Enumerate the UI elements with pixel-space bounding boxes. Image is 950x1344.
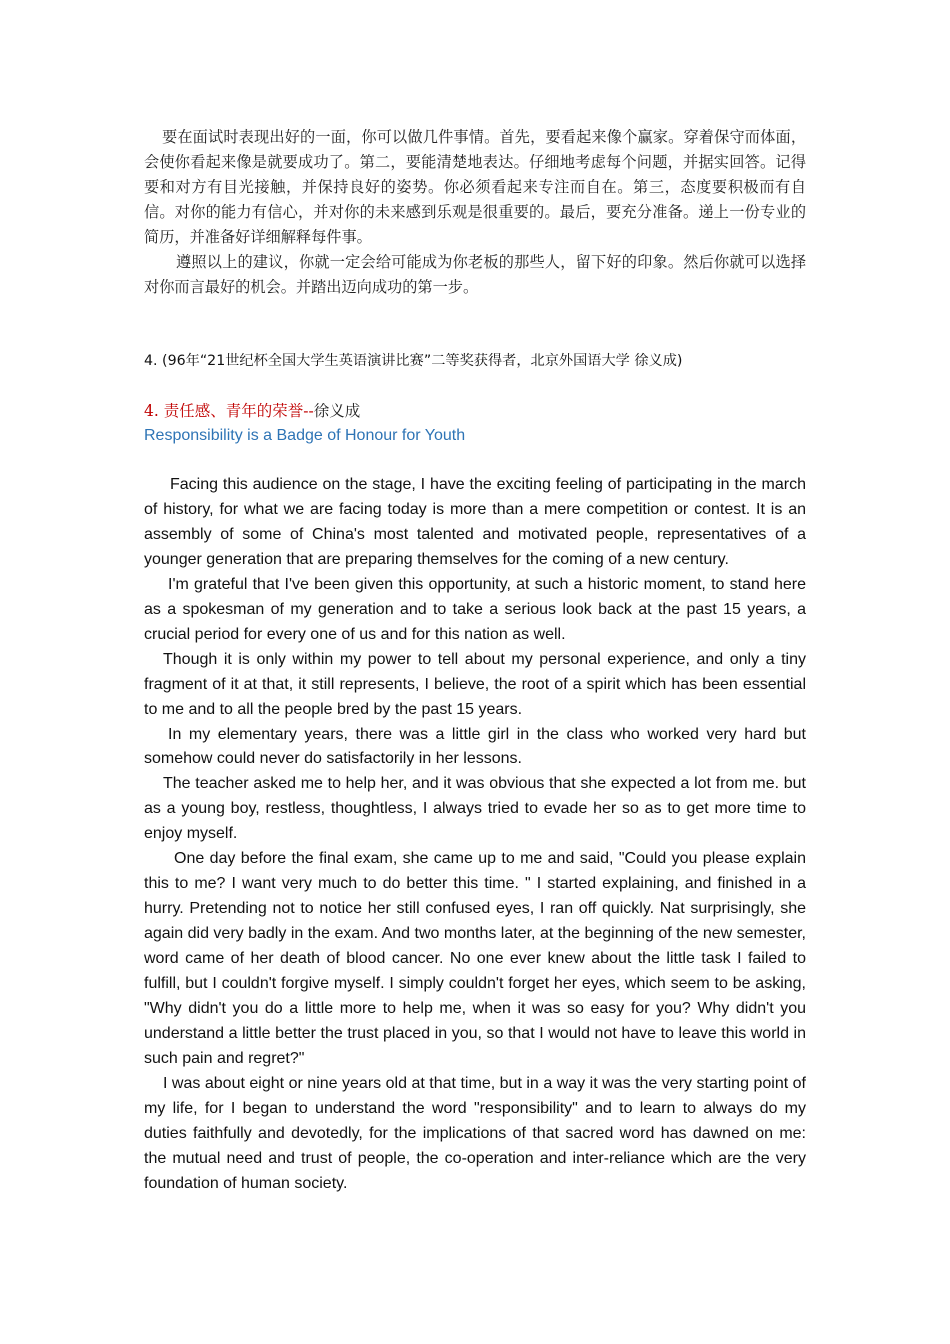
speech-paragraph-3: Though it is only within my power to tell about my personal experience, and only a tiny fragment of it at that, it still represents, I believe, the root of a spirit which has been essential to me and to all the people bred by the past 15 years. [144,650,806,718]
speech-paragraph-1: Facing this audience on the stage, I have the exciting feeling of participating in the march of history, for what we are facing today is more than a mere competition or contest. It is an assembly of some of China's most talented and motivated people, representatives of a younger generation that are preparing themselves for the coming of a new century. [144,476,806,568]
chinese-paragraphs [144,125,806,300]
chinese-paragraph-2: 遵照以上的建议，你就一定会给可能成为你老板的那些人，留下好的印象。然后你就可以选择对你而言最好的机会。并踏出迈向成功的第一步。 [144,253,806,296]
speech-paragraph-6: One day before the final exam, she came up to me and said, "Could you please explain this to me? I want very much to do better this time. " I started explaining, and finished in a hurry. Pretending not to notice her still confused eyes, I ran off quickly. Nat surprisingly, she again did very badly in the exam. And two months later, at the beginning of the new semester, word came of her death of blood cancer. No one ever knew about the little task I failed to fulfill, but I couldn't forgive myself. I simply couldn't forget her eyes, which seem to be asking, "Why didn't you do a little more to help me, when it was so easy for you? Why didn't you understand a little better the trust placed in you, so that I would not have to leave this world in such pain and regret?" [144,850,806,1067]
speech-paragraph-2: I'm grateful that I've been given this opportunity, at such a historic moment, to stand here as a spokesman of my generation and to take a serious look back at the past 15 years, a crucial period for every one of us and for this nation as well. [144,575,806,643]
speech-title-chinese [144,399,360,423]
speech-paragraph-5: The teacher asked me to help her, and it was obvious that she expected a lot from me. but as a young boy, restless, thoughtless, I always tried to evade her so as to get more time to enjoy myself. [144,775,806,843]
title-author: 徐义成 [313,402,361,420]
speech-paragraph-7: I was about eight or nine years old at that time, but in a way it was the very starting point of my life, for I began to understand the word "responsibility" and to learn to always do my duties faithfully and devotedly, for the implications of that sacred word has dawned on me: the mutual need and trust of people, the co-operation and inter-reliance which are the very foundation of human society. [144,1074,806,1192]
speech-title-english: Responsibility is a Badge of Honour for Youth [144,427,466,444]
speaker-note: 4. (96年“21世纪杯全国大学生英语演讲比赛”二等奖获得者，北京外国语大学 徐义成) [144,353,683,369]
chinese-paragraph-1: 要在面试时表现出好的一面，你可以做几件事情。首先，要看起来像个赢家。穿着保守而体面，会使你看起来像是就要成功了。第二，要能清楚地表达。仔细地考虑每个问题，并据实回答。记得要和对方有目光接触，并保持良好的姿势。你必须看起来专注而自在。第三，态度要积极而有自信。对你的能力有信心，并对你的未来感到乐观是很重要的。最后，要充分准备。递上一份专业的简历，并准备好详细解释每件事。 [144,128,806,246]
title-cn-text: 4. 责任感、青年的荣誉-- [144,402,314,420]
speech-body [144,473,806,1197]
speech-paragraph-4: In my elementary years, there was a little girl in the class who worked very hard but somehow could never do satisfactorily in her lessons. [144,725,806,768]
